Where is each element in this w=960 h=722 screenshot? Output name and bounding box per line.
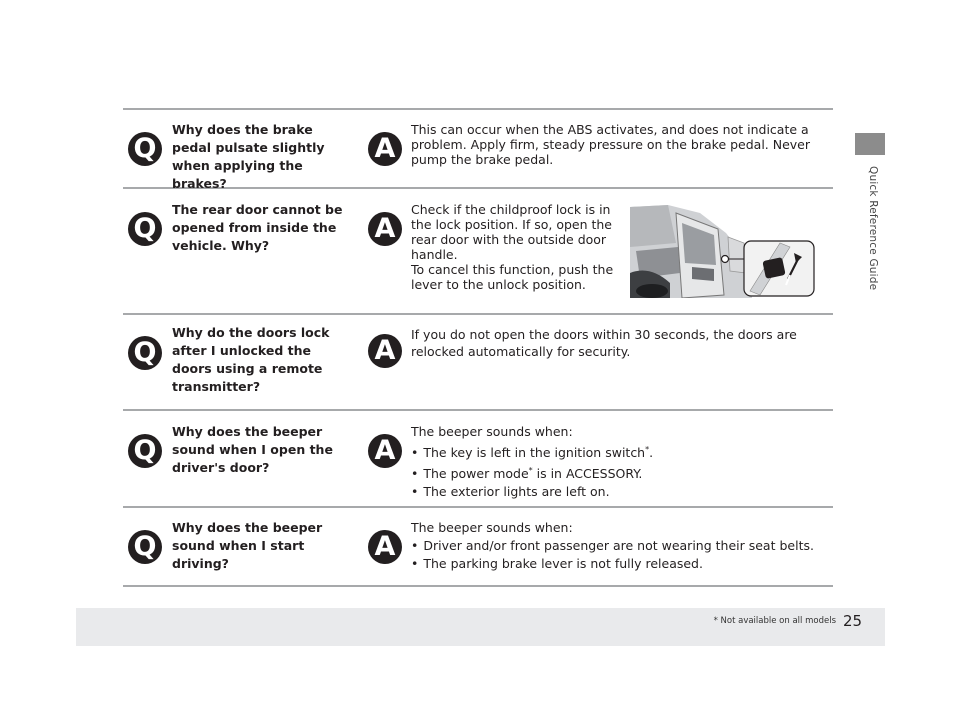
answer-badge: A (368, 212, 402, 246)
qa-item (123, 516, 833, 582)
question-badge: Q (128, 530, 162, 564)
question-text: Why does the brake pedal pulsate slightly when applying the brakes? (172, 122, 325, 191)
list-item: • Driver and/or front passenger are not wearing their seat belts. (411, 538, 831, 553)
divider (123, 409, 833, 411)
question-badge: Q (128, 132, 162, 166)
question-badge: Q (128, 336, 162, 370)
answer-text (411, 424, 831, 502)
divider (123, 585, 833, 587)
answer-badge: A (368, 132, 402, 166)
answer-intro: The beeper sounds when: (411, 520, 573, 535)
question-text: Why does the beeper sound when I open the driver's door? (172, 424, 333, 475)
section-title: Quick Reference Guide (867, 166, 879, 291)
answer-line: To cancel this function, push the lever to the unlock position. (411, 262, 614, 292)
qa-item (123, 324, 833, 406)
rear-door-childproof-lock-illustration (630, 203, 816, 298)
list-item: • The exterior lights are left on. (411, 484, 831, 499)
divider (123, 313, 833, 315)
divider (123, 108, 833, 110)
footnote: * Not available on all models (713, 616, 836, 626)
question-text: Why does the beeper sound when I start driving? (172, 520, 323, 571)
list-item: • The parking brake lever is not fully released. (411, 556, 831, 571)
answer-text (411, 520, 831, 574)
answer-list (411, 442, 831, 499)
answer-badge: A (368, 334, 402, 368)
question-text: The rear door cannot be opened from inside the vehicle. Why? (172, 202, 343, 253)
question-badge: Q (128, 212, 162, 246)
page-number: 25 (843, 612, 863, 630)
qa-item (123, 420, 833, 502)
divider (123, 506, 833, 508)
list-item: • The key is left in the ignition switch*. (411, 442, 831, 460)
question-badge: Q (128, 434, 162, 468)
answer-badge: A (368, 530, 402, 564)
answer-text: If you do not open the doors within 30 seconds, the doors are relocked automatically for security. (411, 327, 797, 359)
list-item: • The power mode* is in ACCESSORY. (411, 463, 831, 481)
answer-list (411, 538, 831, 571)
answer-text: This can occur when the ABS activates, and does not indicate a problem. Apply firm, steady pressure on the brake pedal. Never pump the brake pedal. (411, 122, 811, 167)
answer-text (411, 202, 626, 292)
answer-intro: The beeper sounds when: (411, 424, 573, 439)
section-tab (855, 133, 885, 155)
answer-line: Check if the childproof lock is in the lock position. If so, open the rear door with the outside door handle. (411, 202, 613, 262)
question-text: Why do the doors lock after I unlocked the doors using a remote transmitter? (172, 325, 330, 394)
qa-item (123, 118, 833, 191)
answer-badge: A (368, 434, 402, 468)
